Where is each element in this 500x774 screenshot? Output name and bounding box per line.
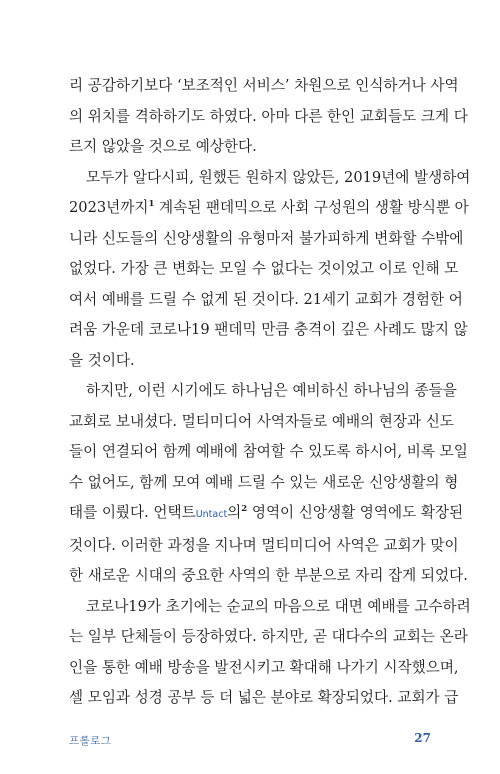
text-line: 리 공감하기보다 ‘보조적인 서비스’ 차원으로 인식하거나 사역 xyxy=(69,77,459,94)
text-line: 인을 통한 예배 방송을 발전시키고 확대해 나가기 시작했으며, xyxy=(69,658,459,676)
text-fragment: 2023년까지 xyxy=(69,199,149,216)
paragraph-4 xyxy=(69,592,471,714)
text-line: 모두가 알다시피, 원했든 원하지 않았든, 2019년에 발생하여 xyxy=(86,168,471,186)
text-line: 의 위치를 격하하기도 하였다. 아마 다른 한인 교회들도 크게 다 xyxy=(69,107,468,125)
text-fragment: 영역이 신앙생활 영역에도 확장된 xyxy=(247,504,464,521)
footnote-marker[interactable]: 2 xyxy=(241,504,248,514)
text-line: 을 것이다. xyxy=(69,351,135,369)
text-line: 코로나19가 초기에는 순교의 마음으로 대면 예배를 고수하려 xyxy=(86,597,471,615)
untact-label: Untact xyxy=(195,509,228,520)
text-fragment: 태를 이뤘다. 언택트 xyxy=(69,504,196,521)
text-line: 것이다. 이러한 과정을 지나며 멀티미디어 사역은 교회가 맞이 xyxy=(69,536,459,554)
text-line: 셀 모임과 성경 공부 등 더 넓은 분야로 확장되었다. 교회가 급 xyxy=(69,689,459,706)
text-line: 교회로 보내셨다. 멀티미디어 사역자들로 예배의 현장과 신도 xyxy=(69,412,454,430)
footer-section-title: 프롤로그 xyxy=(69,735,112,747)
paragraph-3 xyxy=(69,376,468,592)
text-line: 없었다. 가장 큰 변화는 모일 수 없다는 것이었고 이로 인해 모 xyxy=(69,260,459,277)
paragraph-1 xyxy=(69,71,468,163)
text-line: 려움 가운데 코로나19 팬데믹 만큼 충격이 깊은 사례도 많지 않 xyxy=(69,321,468,338)
text-line: 하지만, 이런 시기에도 하나님은 예비하신 하나님의 종들을 xyxy=(86,382,457,399)
text-line: 수 없어도, 함께 모여 예배 드릴 수 있는 새로운 신앙생활의 형 xyxy=(69,473,459,491)
text-line: 여서 예배를 드릴 수 없게 된 것이다. 21세기 교회가 경험한 어 xyxy=(69,290,463,308)
page-number: 27 xyxy=(414,731,431,745)
text-line: 니라 신도들의 신앙생활의 유형마저 불가피하게 변화할 수밖에 xyxy=(69,229,464,247)
text-line: 는 일부 단체들이 등장하였다. 하지만, 곧 대다수의 교회는 온라 xyxy=(69,628,468,645)
paragraph-2 xyxy=(69,163,471,377)
text-line: 르지 않았을 것으로 예상한다. xyxy=(69,138,257,155)
text-line-footnote-2 xyxy=(69,498,464,531)
text-line: 들이 연결되어 함께 예배에 참여할 수 있도록 하시어, 비록 모일 xyxy=(69,443,468,460)
footnote-marker[interactable]: 1 xyxy=(148,199,155,209)
body-text xyxy=(69,71,471,714)
text-fragment: 계속된 팬데믹으로 사회 구성원의 생활 방식뿐 아 xyxy=(154,199,469,216)
text-line: 한 새로운 시대의 중요한 사역의 한 부분으로 자리 잡게 되었다. xyxy=(69,567,468,584)
text-fragment: 의 xyxy=(227,504,242,521)
text-line-footnote-1 xyxy=(69,193,469,224)
